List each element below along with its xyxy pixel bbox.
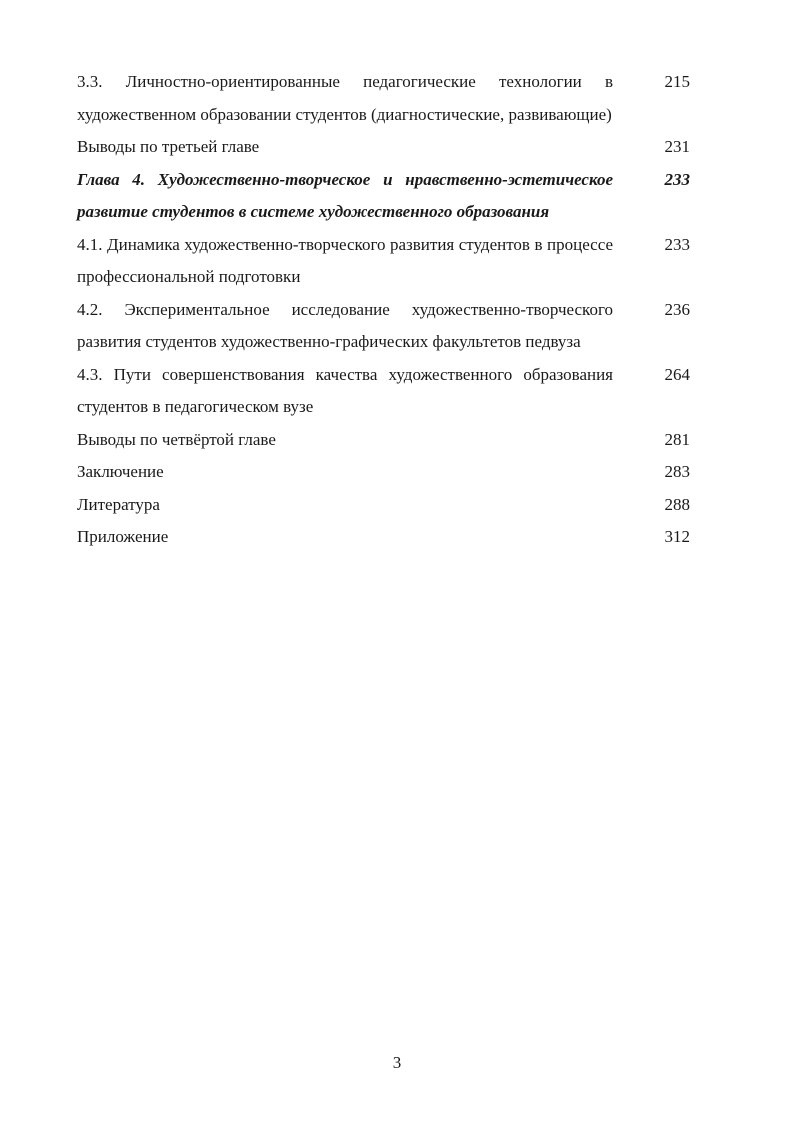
toc-entry-title: Приложение	[77, 527, 169, 546]
toc-entry-appendix	[77, 521, 690, 554]
toc-entry-chapter-4	[77, 164, 690, 229]
toc-entry-title: Выводы по четвёртой главе	[77, 429, 276, 449]
toc-entry-4-2	[77, 294, 690, 359]
toc-entry-title: Глава 4. Художественно-творческое и нравственно-эстетическое развитие студентов в системе художественного образования	[77, 169, 613, 221]
toc-entry-conclusions-chapter-3	[77, 131, 690, 164]
toc-entry-page: 215	[664, 72, 690, 91]
page-number: 3	[392, 1053, 402, 1072]
table-of-contents	[77, 66, 690, 554]
toc-entry-title: 4.1. Динамика художественно-творческого развития студентов в процессе профессиональной подготовки	[77, 234, 613, 286]
toc-entry-page: 281	[664, 429, 690, 449]
toc-entry-3-3	[77, 66, 690, 131]
toc-entry-title: Литература	[77, 494, 160, 514]
toc-entry-page: 283	[664, 462, 690, 481]
toc-entry-page: 233	[664, 169, 690, 189]
toc-entry-page: 231	[664, 137, 690, 156]
toc-entry-page: 236	[664, 299, 690, 319]
toc-entry-title: Заключение	[77, 462, 164, 481]
toc-entry-page: 312	[664, 527, 690, 546]
toc-entry-conclusion	[77, 456, 690, 489]
toc-entry-page: 288	[664, 494, 690, 514]
toc-entry-title: 3.3. Личностно-ориентированные педагогические технологии в художественном образовании студентов (диагностические, развивающие)	[77, 72, 613, 124]
toc-entry-page: 264	[664, 364, 690, 384]
toc-entry-4-3	[77, 359, 690, 424]
toc-entry-page: 233	[664, 234, 690, 254]
toc-entry-literature	[77, 489, 690, 522]
toc-entry-4-1	[77, 229, 690, 294]
toc-entry-title: Выводы по третьей главе	[77, 137, 260, 156]
toc-entry-conclusions-chapter-4	[77, 424, 690, 457]
toc-entry-title: 4.3. Пути совершенствования качества художественного образования студентов в педагогическом вузе	[77, 364, 613, 416]
toc-entry-title: 4.2. Экспериментальное исследование художественно-творческого развития студентов художественно-графических факультетов педвуза	[77, 299, 613, 351]
